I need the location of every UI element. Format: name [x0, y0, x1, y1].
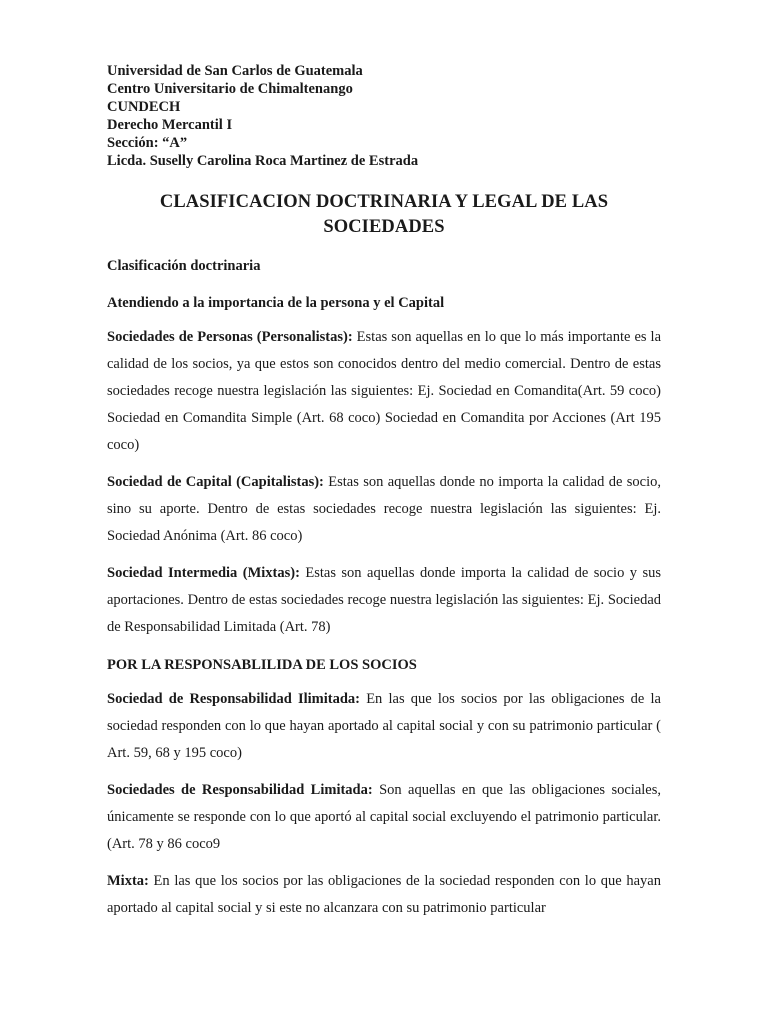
doctrinal-classification-heading: Clasificación doctrinaria: [107, 258, 261, 274]
term-mixta: Mixta:: [107, 873, 149, 889]
center-acronym: CUNDECH: [107, 99, 181, 115]
document-header: [107, 62, 661, 170]
university-name: Universidad de San Carlos de Guatemala: [107, 63, 363, 79]
term-mixtas: Sociedad Intermedia (Mixtas):: [107, 565, 300, 581]
text-ilimitada: En las que los socios por las obligaciones de la sociedad responden con lo que hayan aportado al capital social y con su patrimonio particular ( Art. 59, 68 y 195 coco): [107, 691, 661, 761]
document-title: [107, 190, 661, 240]
paragraph-ilimitada: [107, 686, 661, 767]
responsibility-heading: POR LA RESPONSABLILIDA DE LOS SOCIOS: [107, 657, 417, 673]
paragraph-mixtas: [107, 560, 661, 641]
document-page: [107, 62, 661, 922]
paragraph-capitalistas: [107, 469, 661, 550]
teacher-name: Licda. Suselly Carolina Roca Martinez de Estrada: [107, 153, 419, 169]
term-ilimitada: Sociedad de Responsabilidad Ilimitada:: [107, 691, 361, 707]
title-line-2: SOCIEDADES: [323, 217, 445, 237]
term-limitada: Sociedades de Responsabilidad Limitada:: [107, 782, 373, 798]
term-capitalistas: Sociedad de Capital (Capitalistas):: [107, 474, 324, 490]
paragraph-limitada: [107, 777, 661, 858]
section-name: Sección: “A”: [107, 135, 188, 151]
text-mixta: En las que los socios por las obligaciones de la sociedad responden con lo que hayan aportado al capital social y si este no alcanzara con su patrimonio particular: [107, 873, 661, 916]
text-capitalistas: Estas son aquellas donde no importa la calidad de socio, sino su aporte. Dentro de estas sociedades recoge nuestra legislación las siguientes: Ej. Sociedad Anónima (Art. 86 coco): [107, 474, 661, 544]
text-limitada: Son aquellas en que las obligaciones sociales, únicamente se responde con lo que aportó al capital social excluyendo el patrimonio particular. (Art. 78 y 86 coco9: [107, 782, 661, 852]
paragraph-mixta: [107, 868, 661, 922]
title-line-1: CLASIFICACION DOCTRINARIA Y LEGAL DE LAS: [159, 192, 609, 212]
center-name: Centro Universitario de Chimaltenango: [107, 81, 353, 97]
paragraph-personalistas: [107, 324, 661, 459]
attending-heading: Atendiendo a la importancia de la persona y el Capital: [107, 295, 445, 311]
course-name: Derecho Mercantil I: [107, 117, 233, 133]
term-personalistas: Sociedades de Personas (Personalistas):: [107, 329, 353, 345]
text-mixtas: Estas son aquellas donde importa la calidad de socio y sus aportaciones. Dentro de estas sociedades recoge nuestra legislación las siguientes: Ej. Sociedad de Responsabilidad Limitada (Art. 78): [107, 565, 662, 635]
text-personalistas: Estas son aquellas en lo que lo más importante es la calidad de los socios, ya que estos son conocidos dentro del medio comercial. Dentro de estas sociedades recoge nuestra legislación las siguientes: Ej. Sociedad en Comandita(Art. 59 coco) Sociedad en Comandita Simple (Art. 68 coco) Sociedad en Comandita por Acciones (Art 195 coco): [107, 329, 662, 453]
